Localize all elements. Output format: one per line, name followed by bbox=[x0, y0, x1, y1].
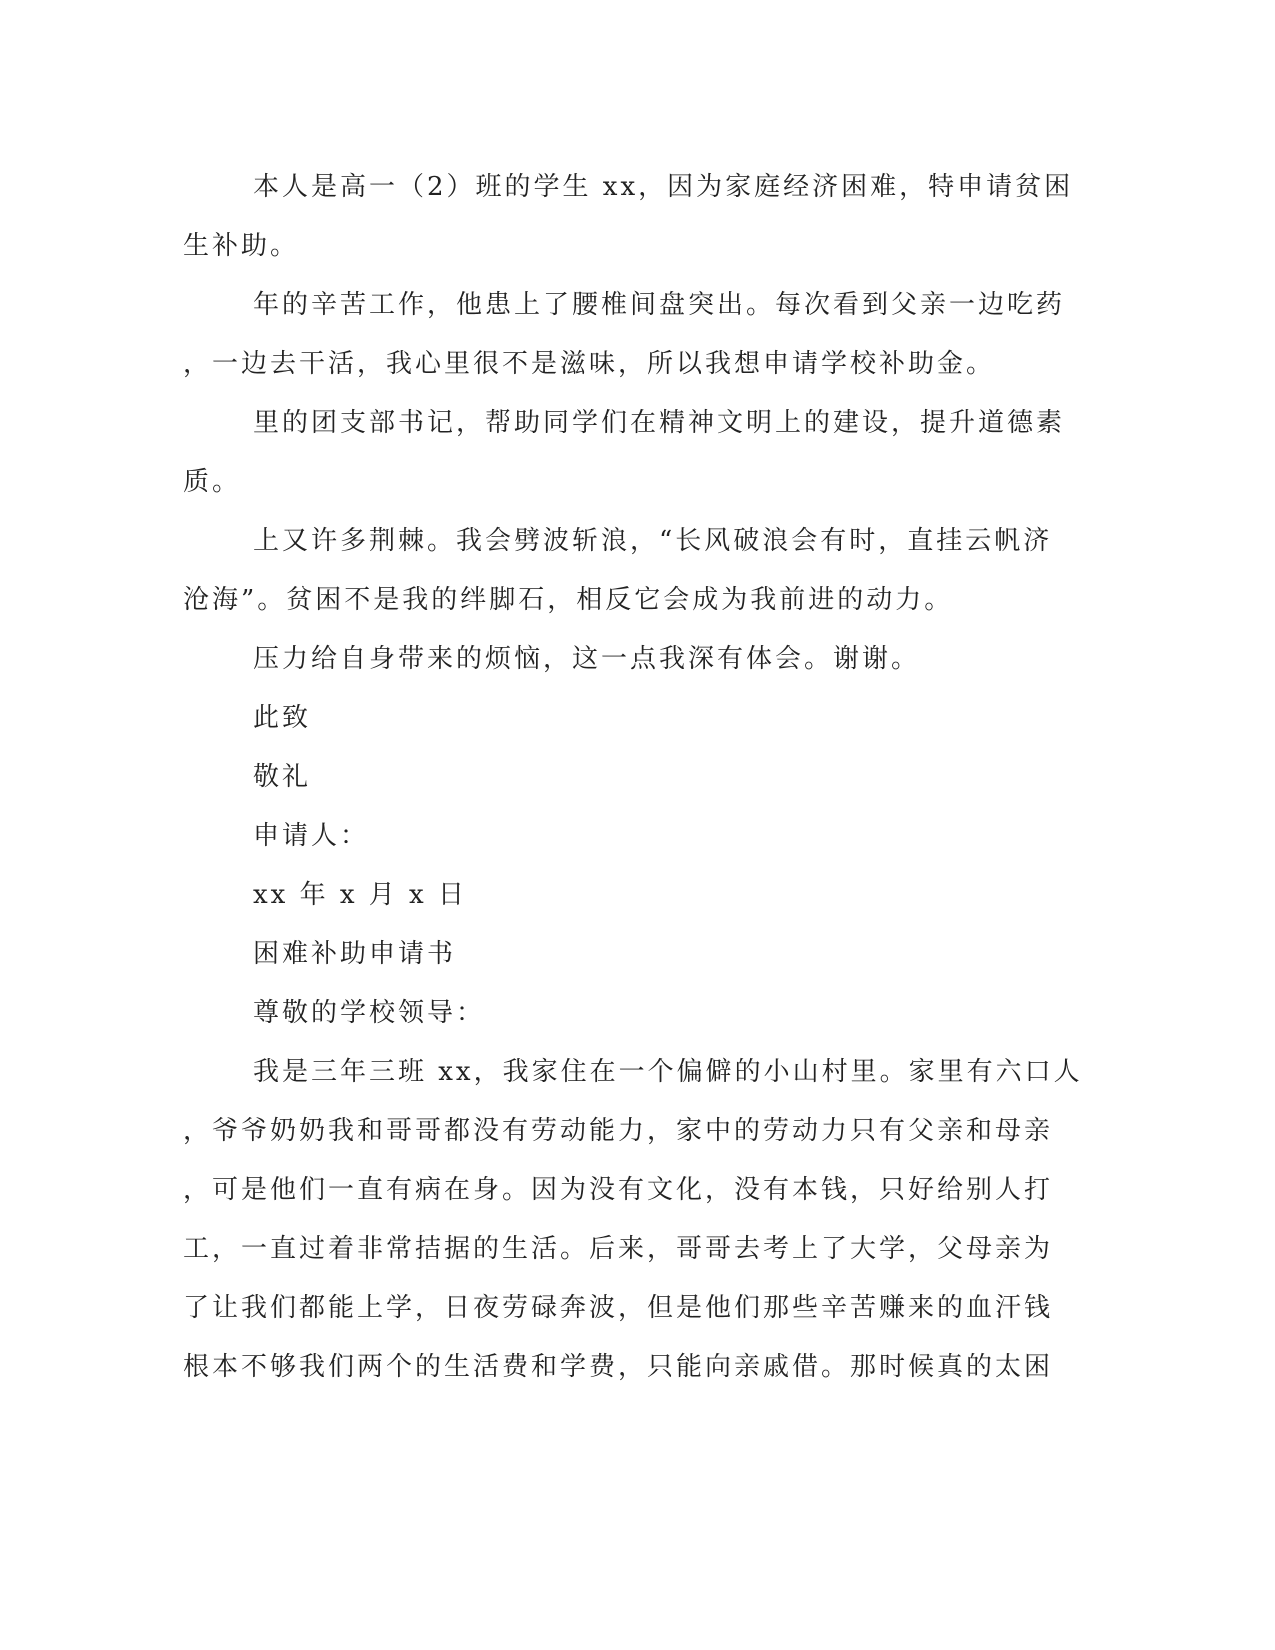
body-line: 根本不够我们两个的生活费和学费，只能向亲戚借。那时候真的太困 bbox=[183, 1352, 1054, 1382]
closing-salutation: 此致 bbox=[253, 703, 312, 733]
body-line: ，爷爷奶奶我和哥哥都没有劳动能力，家中的劳动力只有父亲和母亲 bbox=[183, 1116, 1054, 1146]
date-line: xx 年 x 月 x 日 bbox=[253, 880, 467, 910]
body-line: 沧海”。贫困不是我的绊脚石，相反它会成为我前进的动力。 bbox=[183, 585, 954, 615]
body-line: ，可是他们一直有病在身。因为没有文化，没有本钱，只好给别人打 bbox=[183, 1175, 1054, 1205]
closing-regards: 敬礼 bbox=[253, 762, 312, 792]
document-title: 困难补助申请书 bbox=[253, 939, 457, 969]
body-line: 本人是高一（2）班的学生 xx，因为家庭经济困难，特申请贫困 bbox=[253, 172, 1074, 202]
body-line: ，一边去干活，我心里很不是滋味，所以我想申请学校补助金。 bbox=[183, 349, 996, 379]
body-line: 上又许多荆棘。我会劈波斩浪，“长风破浪会有时，直挂云帆济 bbox=[253, 526, 1053, 556]
body-line: 年的辛苦工作，他患上了腰椎间盘突出。每次看到父亲一边吃药 bbox=[253, 290, 1066, 320]
body-line: 质。 bbox=[183, 467, 242, 497]
applicant-label: 申请人： bbox=[253, 821, 370, 851]
body-line: 我是三年三班 xx，我家住在一个偏僻的小山村里。家里有六口人 bbox=[253, 1057, 1083, 1087]
body-line: 了让我们都能上学，日夜劳碌奔波，但是他们那些辛苦赚来的血汗钱 bbox=[183, 1293, 1054, 1323]
body-line: 工，一直过着非常拮据的生活。后来，哥哥去考上了大学，父母亲为 bbox=[183, 1234, 1054, 1264]
body-line: 压力给自身带来的烦恼，这一点我深有体会。谢谢。 bbox=[253, 644, 921, 674]
body-line: 里的团支部书记，帮助同学们在精神文明上的建设，提升道德素 bbox=[253, 408, 1066, 438]
salutation: 尊敬的学校领导： bbox=[253, 998, 486, 1028]
body-line: 生补助。 bbox=[183, 231, 300, 261]
document-body bbox=[183, 158, 1083, 1397]
